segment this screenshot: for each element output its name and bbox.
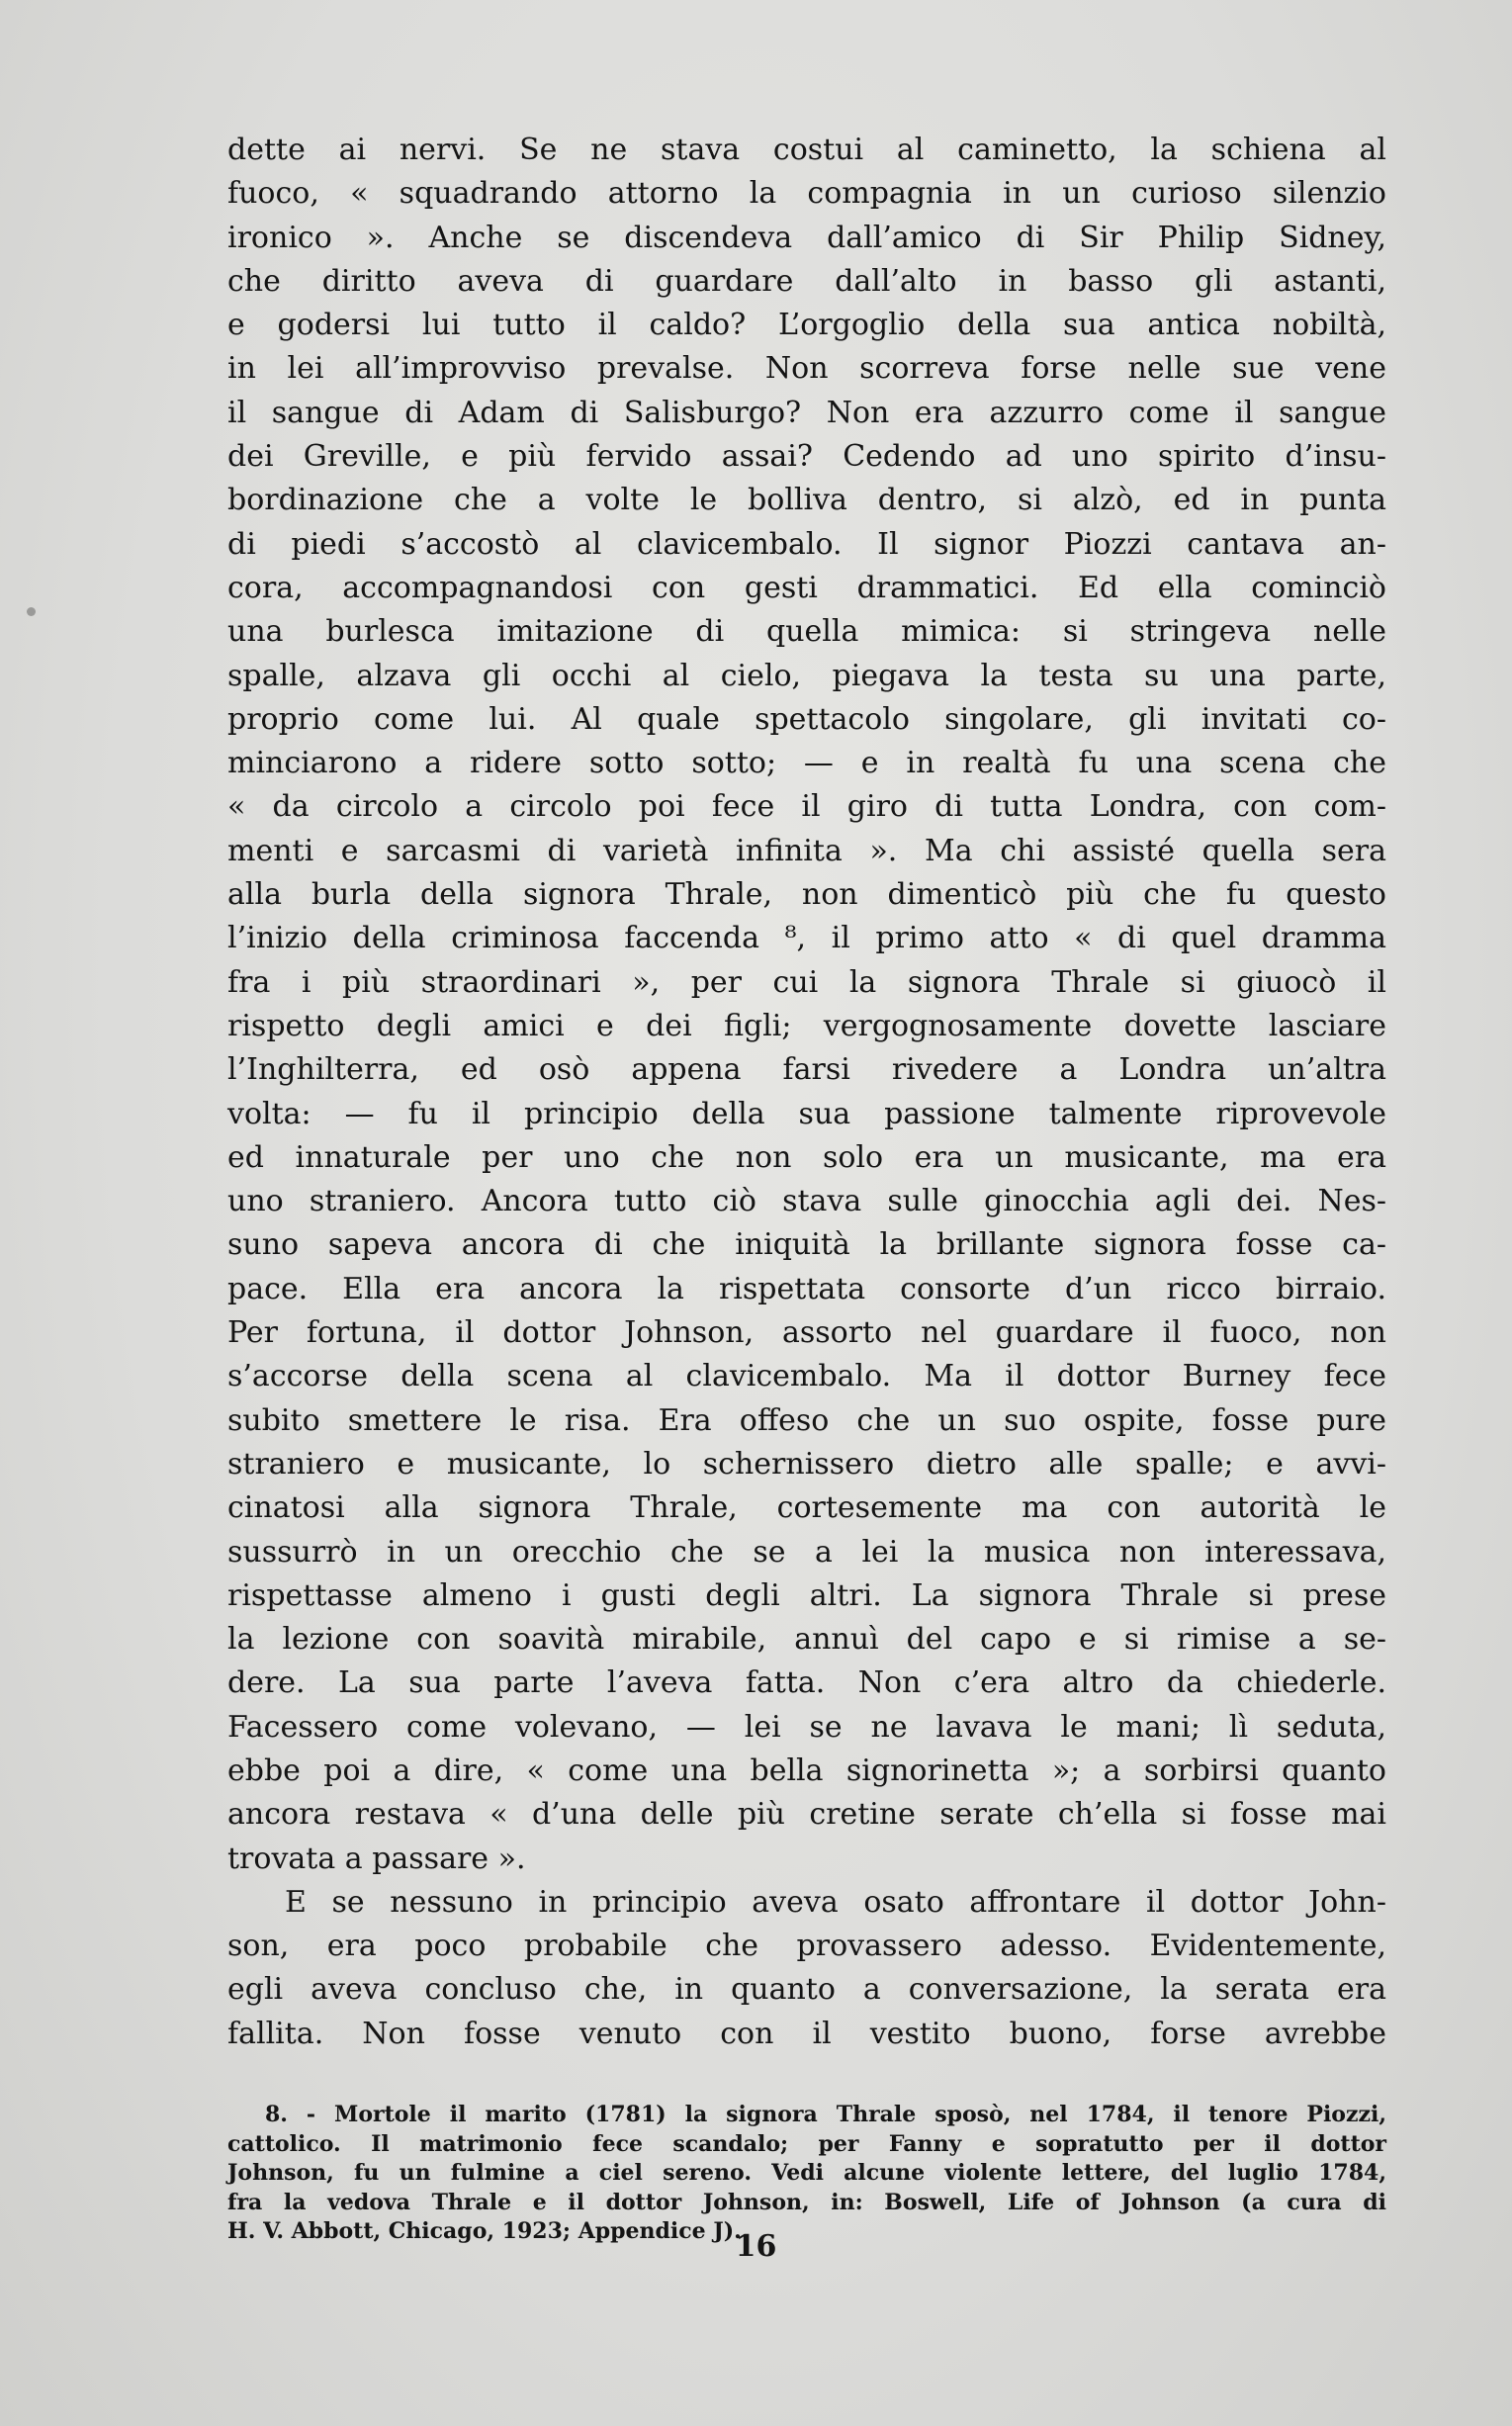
text-line: dei Greville, e più fervido assai? Cedendo ad uno spirito d’insu- xyxy=(227,439,1386,475)
text-line: l’Inghilterra, ed osò appena farsi rivedere a Londra un’altra xyxy=(227,1052,1386,1088)
text-line: minciarono a ridere sotto sotto; — e in realtà fu una scena che xyxy=(227,746,1386,781)
text-line: bordinazione che a volte le bolliva dentro, si alzò, ed in punta xyxy=(227,483,1386,518)
page-number: 16 xyxy=(735,2229,777,2264)
text-line: cora, accompagnandosi con gesti drammatici. Ed ella cominciò xyxy=(227,570,1386,605)
text-line: subito smettere le risa. Era offeso che un suo ospite, fosse pure xyxy=(227,1402,1386,1438)
text-line: la lezione con soavità mirabile, annuì del capo e si rimise a se- xyxy=(227,1622,1386,1658)
text-line: in lei all’improvviso prevalse. Non scorreva forse nelle sue vene xyxy=(227,351,1386,387)
text-line: menti e sarcasmi di varietà infinita ». Ma chi assisté quella sera xyxy=(227,833,1386,868)
text-line: cinatosi alla signora Thrale, cortesemente ma con autorità le xyxy=(227,1490,1386,1526)
text-line: fallita. Non fosse venuto con il vestito buono, forse avrebbe xyxy=(227,2016,1386,2051)
text-line: ancora restava « d’una delle più cretine serate ch’ella si fosse mai xyxy=(227,1797,1386,1833)
text-line: egli aveva concluso che, in quanto a conversazione, la serata era xyxy=(227,1972,1386,2008)
footnote-line: fra la vedova Thrale e il dottor Johnson, in: Boswell, Life of Johnson (a cura di xyxy=(227,2189,1386,2215)
text-line: e godersi lui tutto il caldo? L’orgoglio della sua antica nobiltà, xyxy=(227,308,1386,343)
footnote xyxy=(227,2101,1386,2247)
text-line: alla burla della signora Thrale, non dimenticò più che fu questo xyxy=(227,877,1386,913)
text-line: trovata a passare ». xyxy=(227,1841,526,1876)
text-line: volta: — fu il principio della sua passione talmente riprovevole xyxy=(227,1096,1386,1131)
text-line: Per fortuna, il dottor Johnson, assorto nel guardare il fuoco, non xyxy=(227,1315,1386,1351)
text-line: l’inizio della criminosa faccenda ⁸, il primo atto « di quel dramma xyxy=(227,921,1386,956)
text-line: uno straniero. Ancora tutto ciò stava sulle ginocchia agli dei. Nes- xyxy=(227,1184,1386,1219)
text-line: s’accorse della scena al clavicembalo. Ma il dottor Burney fece xyxy=(227,1359,1386,1394)
text-line: pace. Ella era ancora la rispettata consorte d’un ricco birraio. xyxy=(227,1271,1386,1306)
text-line: fuoco, « squadrando attorno la compagnia in un curioso silenzio xyxy=(227,176,1386,212)
footnote-line: Johnson, fu un fulmine a ciel sereno. Vedi alcune violente lettere, del luglio 1784, xyxy=(227,2160,1386,2186)
paper-speck xyxy=(27,607,36,616)
text-line: una burlesca imitazione di quella mimica: si stringeva nelle xyxy=(227,614,1386,650)
text-line: spalle, alzava gli occhi al cielo, piegava la testa su una parte, xyxy=(227,658,1386,693)
text-line: ed innaturale per uno che non solo era un musicante, ma era xyxy=(227,1139,1386,1175)
text-line: E se nessuno in principio aveva osato affrontare il dottor John- xyxy=(285,1884,1386,1920)
text-line: straniero e musicante, lo schernissero dietro alle spalle; e avvi- xyxy=(227,1446,1386,1482)
text-line: fra i più straordinari », per cui la signora Thrale si giuocò il xyxy=(227,964,1386,1000)
text-line: « da circolo a circolo poi fece il giro di tutta Londra, con com- xyxy=(227,789,1386,825)
text-line: il sangue di Adam di Salisburgo? Non era azzurro come il sangue xyxy=(227,395,1386,430)
body-text xyxy=(227,129,1386,2056)
footnote-line: H. V. Abbott, Chicago, 1923; Appendice J). xyxy=(227,2218,742,2244)
text-line: Facessero come volevano, — lei se ne lavava le mani; lì seduta, xyxy=(227,1709,1386,1745)
text-line: suno sapeva ancora di che iniquità la brillante signora fosse ca- xyxy=(227,1227,1386,1263)
text-line: dette ai nervi. Se ne stava costui al caminetto, la schiena al xyxy=(227,133,1386,167)
text-line: ebbe poi a dire, « come una bella signorinetta »; a sorbirsi quanto xyxy=(227,1752,1386,1788)
text-line: ironico ». Anche se discendeva dall’amico di Sir Philip Sidney, xyxy=(227,220,1386,255)
footnote-line: cattolico. Il matrimonio fece scandalo; per Fanny e sopratutto per il dottor xyxy=(227,2130,1386,2157)
text-line: rispettasse almeno i gusti degli altri. La signora Thrale si prese xyxy=(227,1577,1386,1613)
text-line: rispetto degli amici e dei figli; vergognosamente dovette lasciare xyxy=(227,1008,1386,1043)
text-line: sussurrò in un orecchio che se a lei la musica non interessava, xyxy=(227,1534,1386,1570)
footnote-line: 8. - Mortole il marito (1781) la signora Thrale sposò, nel 1784, il tenore Piozzi, xyxy=(265,2102,1386,2127)
text-line: proprio come lui. Al quale spettacolo singolare, gli invitati co- xyxy=(227,701,1386,737)
text-line: son, era poco probabile che provassero adesso. Evidentemente, xyxy=(227,1929,1386,1964)
text-line: che diritto aveva di guardare dall’alto in basso gli astanti, xyxy=(227,263,1386,299)
text-line: di piedi s’accostò al clavicembalo. Il signor Piozzi cantava an- xyxy=(227,526,1386,562)
text-line: dere. La sua parte l’aveva fatta. Non c’era altro da chiederle. xyxy=(227,1665,1386,1701)
